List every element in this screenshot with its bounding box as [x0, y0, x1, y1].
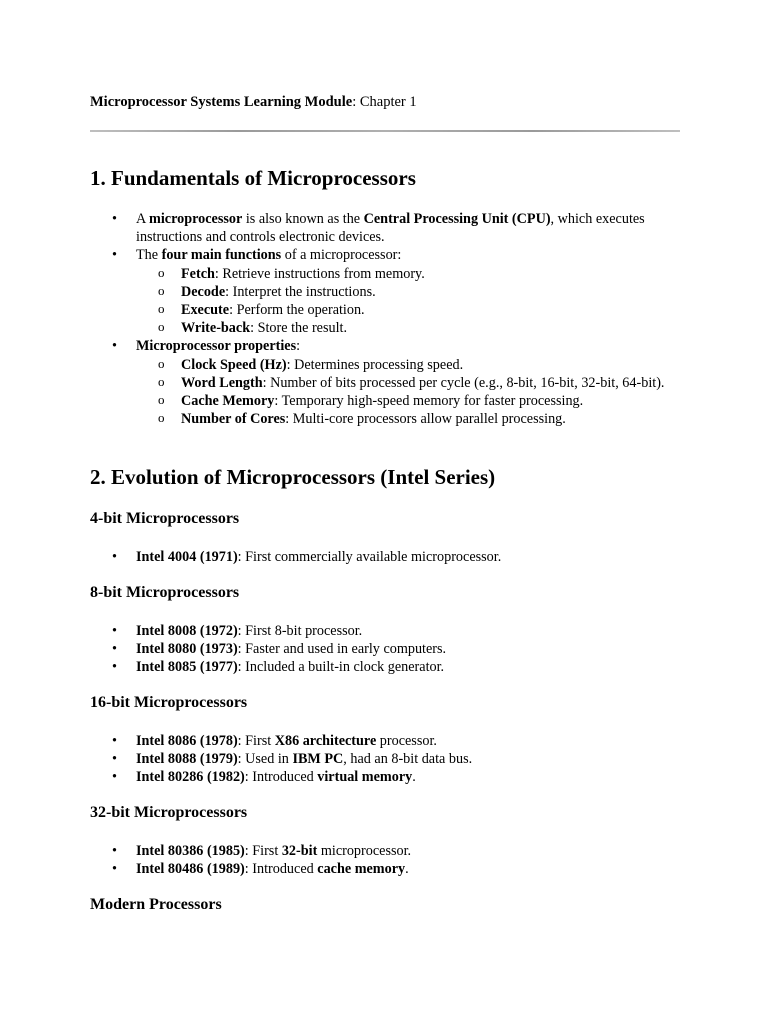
- sub-bullet-glyph: o: [158, 282, 165, 298]
- subsection-heading-8bit: 8-bit Microprocessors: [90, 584, 240, 601]
- sub-bullet-glyph: o: [158, 392, 165, 408]
- subsection-heading-modern: Modern Processors: [90, 896, 222, 913]
- bullet-glyph: •: [112, 769, 117, 786]
- list-item: • Intel 8080 (1973): Faster and used in early computers.: [112, 641, 447, 658]
- bullet-glyph: •: [112, 641, 117, 658]
- sub-bullet-glyph: o: [158, 301, 165, 317]
- list-subitem: o Write-back: Store the result.: [158, 319, 348, 337]
- section1-heading: 1. Fundamentals of Microprocessors: [90, 166, 416, 190]
- header-title-bold: Microprocessor Systems Learning Module: [90, 94, 353, 110]
- bullet-glyph: •: [112, 843, 117, 859]
- sub-bullet-glyph: o: [158, 264, 165, 280]
- list-subitem: o Cache Memory: Temporary high-speed memory for faster processing.: [158, 392, 584, 410]
- list-item: • Intel 8085 (1977): Included a built-in clock generator.: [112, 659, 445, 676]
- bullet-glyph: •: [112, 861, 117, 878]
- list-item: • Intel 80386 (1985): First 32-bit microprocessor.: [112, 843, 412, 859]
- list-item: • Microprocessor properties:: [112, 338, 301, 355]
- list-subitem: o Word Length: Number of bits processed per cycle (e.g., 8-bit, 16-bit, 32-bit, 64-bit).: [158, 373, 665, 391]
- list-subitem: o Execute: Perform the operation.: [158, 301, 365, 319]
- section2-heading: 2. Evolution of Microprocessors (Intel Series): [90, 465, 496, 489]
- bullet-glyph: •: [112, 751, 117, 768]
- sub-bullet-glyph: o: [158, 410, 165, 426]
- list-item: • Intel 8008 (1972): First 8-bit processor.: [112, 623, 363, 639]
- list-8bit: [90, 622, 680, 677]
- list-16bit: [90, 732, 680, 787]
- bullet-glyph: •: [112, 247, 117, 264]
- list-item: • Intel 80286 (1982): Introduced virtual memory.: [112, 769, 416, 786]
- bullet-glyph: •: [112, 211, 117, 227]
- sub-bullet-glyph: o: [158, 319, 165, 335]
- sub-bullet-glyph: o: [158, 373, 165, 389]
- list-32bit: [90, 842, 680, 878]
- header-divider: [90, 130, 680, 132]
- list-item: • Intel 4004 (1971): First commercially available microprocessor.: [112, 549, 502, 565]
- section1-list: [90, 210, 680, 428]
- list-subitem: o Number of Cores: Multi-core processors allow parallel processing.: [158, 410, 566, 428]
- bullet-glyph: •: [112, 659, 117, 676]
- header-title-rest: : Chapter 1: [352, 94, 417, 110]
- bullet-glyph: •: [112, 623, 117, 639]
- list-item: • Intel 80486 (1989): Introduced cache memory.: [112, 861, 409, 878]
- list-4bit: [90, 548, 680, 566]
- list-subitem: o Fetch: Retrieve instructions from memory.: [158, 264, 425, 282]
- bullet-glyph: •: [112, 733, 117, 749]
- list-subitem: o Decode: Interpret the instructions.: [158, 282, 376, 300]
- sub-bullet-glyph: o: [158, 355, 165, 371]
- bullet-glyph: •: [112, 549, 117, 565]
- list-item: • A microprocessor is also known as the Central Processing Unit (CPU), which executes instructions and controls electronic devices.: [112, 211, 645, 246]
- list-item: • Intel 8086 (1978): First X86 architecture processor.: [112, 733, 437, 749]
- list-item: • The four main functions of a microprocessor:: [112, 247, 402, 264]
- subsection-heading-4bit: 4-bit Microprocessors: [90, 510, 240, 527]
- subsection-heading-32bit: 32-bit Microprocessors: [90, 804, 248, 821]
- list-item: • Intel 8088 (1979): Used in IBM PC, had an 8-bit data bus.: [112, 751, 473, 768]
- list-subitem: o Clock Speed (Hz): Determines processing speed.: [158, 355, 464, 373]
- bullet-glyph: •: [112, 338, 117, 355]
- document-header: [90, 94, 417, 111]
- subsection-heading-16bit: 16-bit Microprocessors: [90, 694, 248, 711]
